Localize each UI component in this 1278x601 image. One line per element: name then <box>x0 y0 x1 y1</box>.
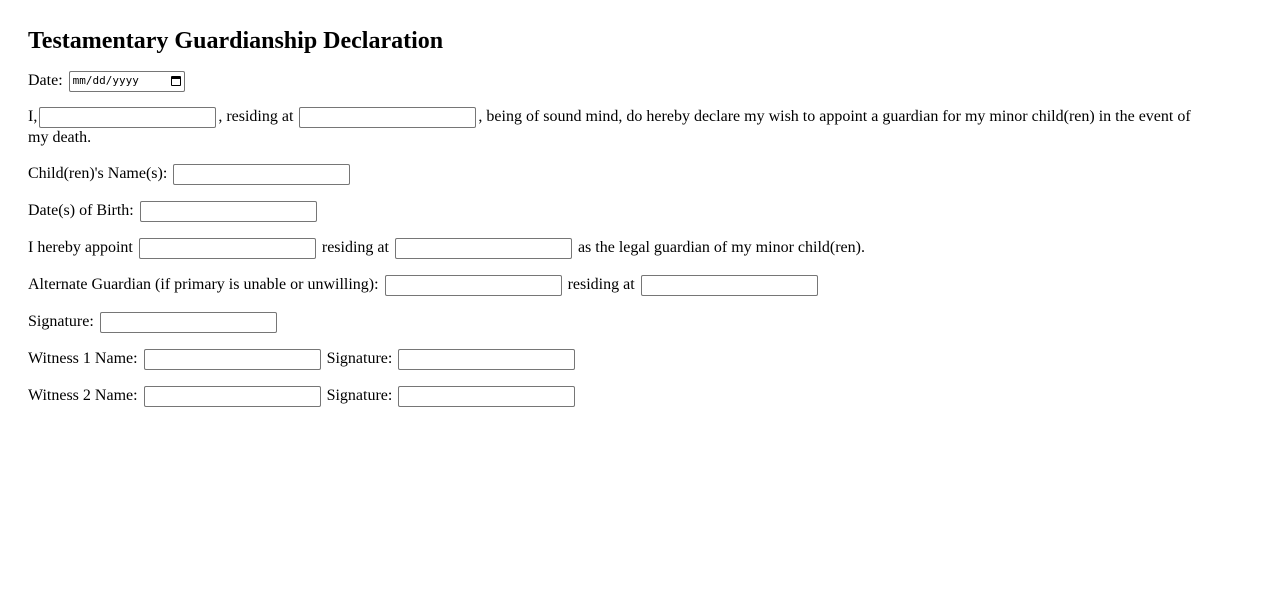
declaration-row <box>28 107 1250 148</box>
alternate-name-input[interactable] <box>385 275 562 296</box>
declarant-name-input[interactable] <box>39 107 216 128</box>
date-input[interactable] <box>69 71 185 92</box>
alternate-address-input[interactable] <box>641 275 818 296</box>
witness2-signature-label: Signature: <box>326 387 393 404</box>
date-placeholder: mm/dd/yyyy <box>72 74 139 88</box>
children-names-input[interactable] <box>173 164 350 185</box>
guardian-address-input[interactable] <box>395 238 572 259</box>
appoint-row <box>28 237 1250 259</box>
declaration-prefix: I, <box>28 108 38 126</box>
alternate-label: Alternate Guardian (if primary is unable or unwilling): <box>28 276 379 293</box>
witness2-name-label: Witness 2 Name: <box>28 387 138 404</box>
appoint-residing-label: residing at <box>321 239 389 256</box>
alternate-residing-label: residing at <box>567 276 635 293</box>
witness1-name-label: Witness 1 Name: <box>28 350 138 367</box>
guardian-name-input[interactable] <box>139 238 316 259</box>
declaration-residing-label: , residing at <box>218 108 294 126</box>
date-label: Date: <box>28 72 63 89</box>
children-label: Child(ren)'s Name(s): <box>28 165 168 182</box>
witness1-signature-label: Signature: <box>326 350 393 367</box>
witness2-signature-input[interactable] <box>398 386 575 407</box>
children-row <box>28 163 1250 185</box>
appoint-prefix: I hereby appoint <box>28 239 133 256</box>
appoint-suffix: as the legal guardian of my minor child(ren). <box>577 239 865 256</box>
birth-row <box>28 200 1250 222</box>
witness2-name-input[interactable] <box>144 386 321 407</box>
witness2-row <box>28 385 1250 407</box>
birth-label: Date(s) of Birth: <box>28 202 134 219</box>
date-row <box>28 70 1250 92</box>
alternate-row <box>28 274 1250 296</box>
witness1-name-input[interactable] <box>144 349 321 370</box>
signature-input[interactable] <box>100 312 277 333</box>
birth-dates-input[interactable] <box>140 201 317 222</box>
calendar-icon[interactable] <box>171 76 181 86</box>
declaration-suffix: , being of sound mind, do hereby declare my wish to appoint a guardian for my minor child(ren) in the event of my death. <box>28 108 1191 146</box>
witness1-signature-input[interactable] <box>398 349 575 370</box>
signature-label: Signature: <box>28 313 94 330</box>
signature-row <box>28 311 1250 333</box>
page-title: Testamentary Guardianship Declaration <box>28 28 444 54</box>
witness1-row <box>28 348 1250 370</box>
declarant-address-input[interactable] <box>299 107 476 128</box>
